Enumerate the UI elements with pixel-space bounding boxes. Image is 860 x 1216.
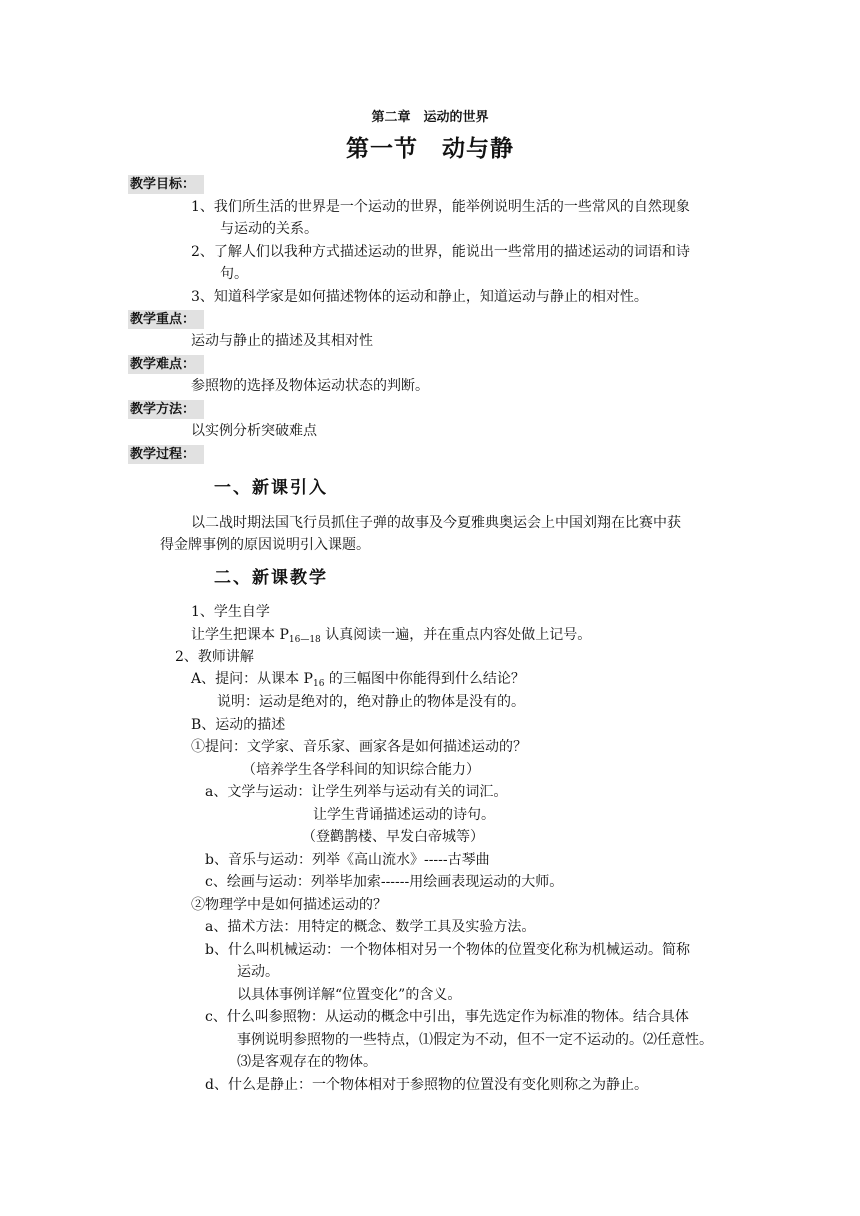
objective-1-line-1: 1、我们所生活的世界是一个运动的世界，能举例说明生活的一些常风的自然现象: [191, 199, 690, 215]
physics-b-line-3: 以具体事例详解“位置变化”的含义。: [237, 987, 462, 1003]
objective-1-line-2: 与运动的关系。: [220, 221, 318, 237]
part1-line-1: 以二战时期法国飞行员抓住子弹的故事及今夏雅典奥运会上中国刘翔在比赛中获: [191, 515, 681, 531]
page-range-subscript: 16—18: [288, 635, 321, 645]
physics-c-line-3: ⑶是客观存在的物体。: [237, 1054, 377, 1070]
section-title: 第一节 动与静: [346, 136, 514, 162]
part1-heading: 一、新课引入: [214, 478, 328, 498]
a-question-pre: A、提问：从课本 P: [191, 671, 313, 687]
physics-d: d、什么是静止：一个物体相对于参照物的位置没有变化则称之为静止。: [205, 1077, 648, 1093]
b-title: B、运动的描述: [191, 717, 286, 733]
part1-line-2: 得金牌事例的原因说明引入课题。: [160, 537, 370, 553]
physics-b-line-1: b、什么叫机械运动：一个物体相对另一个物体的位置变化称为机械运动。简称: [205, 942, 690, 958]
physics-c-line-1: c、什么叫参照物：从运动的概念中引出，事先选定作为标准的物体。结合具体: [205, 1009, 689, 1025]
self-study-post: 认真阅读一遍，并在重点内容处做上记号。: [320, 627, 592, 643]
label-objectives: 教学目标：: [128, 175, 204, 194]
teacher-title: 2、教师讲解: [175, 649, 254, 665]
label-difficulties: 教学难点：: [128, 355, 204, 374]
question-1-note: （培养学生各学科间的知识综合能力）: [242, 762, 480, 778]
label-key-points: 教学重点：: [128, 310, 204, 329]
literature-line-3: （登鹳鹊楼、早发白帝城等）: [302, 829, 484, 845]
key-points-text: 运动与静止的描述及其相对性: [191, 333, 373, 349]
physics-c-line-2: 事例说明参照物的一些特点，⑴假定为不动，但不一定不运动的。⑵任意性。: [237, 1032, 713, 1048]
objective-2-line-2: 句。: [220, 266, 248, 282]
a-explanation: 说明：运动是绝对的，绝对静止的物体是没有的。: [217, 694, 525, 710]
question-1: ①提问：文学家、音乐家、画家各是如何描述运动的？: [191, 739, 527, 755]
label-methods: 教学方法：: [128, 400, 204, 419]
label-process: 教学过程：: [128, 445, 204, 464]
music-line: b、音乐与运动：列举《高山流水》-----古琴曲: [205, 852, 490, 868]
difficulties-text: 参照物的选择及物体运动状态的判断。: [191, 378, 429, 394]
chapter-title: 第二章 运动的世界: [371, 110, 489, 125]
self-study-pre: 让学生把课本 P: [191, 627, 289, 643]
self-study-title: 1、学生自学: [191, 604, 270, 620]
methods-text: 以实例分析突破难点: [191, 423, 317, 439]
painting-line: c、绘画与运动：列举毕加索------用绘画表现运动的大师。: [205, 874, 564, 890]
a-question: [191, 670, 525, 688]
objective-3: 3、知道科学家是如何描述物体的运动和静止，知道运动与静止的相对性。: [191, 289, 648, 305]
physics-a: a、描术方法：用特定的概念、数学工具及实验方法。: [205, 919, 536, 935]
a-question-post: 的三幅图中你能得到什么结论？: [324, 671, 525, 687]
physics-b-line-2: 运动。: [237, 964, 279, 980]
a-page-subscript: 16: [312, 679, 325, 689]
literature-line-1: a、文学与运动：让学生列举与运动有关的词汇。: [205, 784, 508, 800]
objective-2-line-1: 2、了解人们以我种方式描述运动的世界，能说出一些常用的描述运动的词语和诗: [191, 244, 690, 260]
self-study-text: [191, 626, 591, 644]
part2-heading: 二、新课教学: [214, 568, 328, 588]
question-2: ②物理学中是如何描述运动的？: [191, 897, 387, 913]
literature-line-2: 让学生背诵描述运动的诗句。: [313, 807, 495, 823]
